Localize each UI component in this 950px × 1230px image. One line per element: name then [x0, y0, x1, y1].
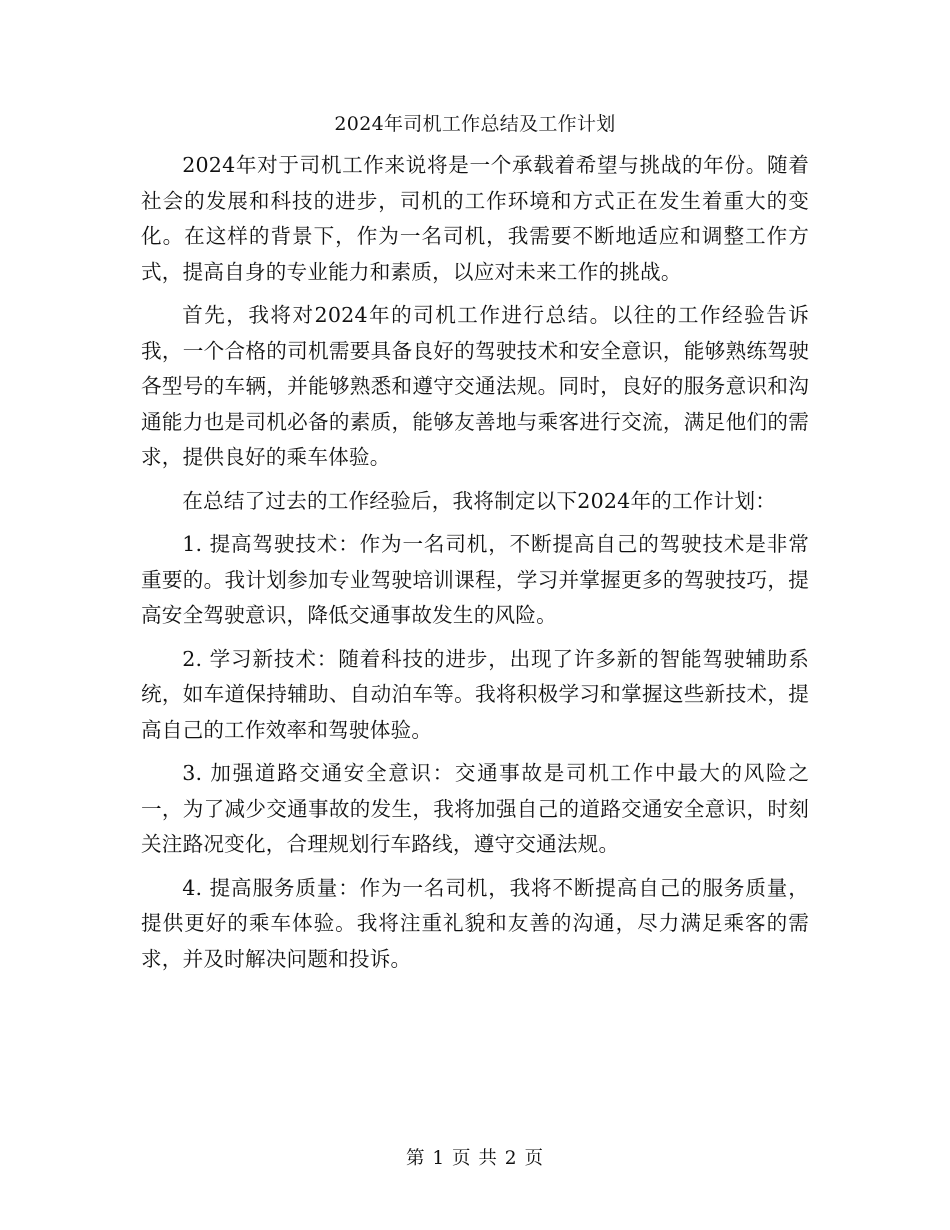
- document-body: [141, 148, 809, 985]
- document-title: 2024年司机工作总结及工作计划: [334, 113, 616, 135]
- paragraph-intro: 2024年对于司机工作来说将是一个承载着希望与挑战的年份。随着社会的发展和科技的进步，司机的工作环境和方式正在发生着重大的变化。在这样的背景下，作为一名司机，我需要不断地适应和调整工作方式，提高自身的专业能力和素质，以应对未来工作的挑战。: [141, 153, 809, 284]
- plan-item-3: 3. 加强道路交通安全意识：交通事故是司机工作中最大的风险之一，为了减少交通事故的发生，我将加强自己的道路交通安全意识，时刻关注路况变化，合理规划行车路线，遵守交通法规。: [141, 761, 809, 856]
- page-footer: 第 1 页 共 2 页: [406, 1148, 544, 1169]
- plan-item-2: 2. 学习新技术：随着科技的进步，出现了许多新的智能驾驶辅助系统，如车道保持辅助、自动泊车等。我将积极学习和掌握这些新技术，提高自己的工作效率和驾驶体验。: [141, 646, 809, 742]
- paragraph-summary: 首先，我将对2024年的司机工作进行总结。以往的工作经验告诉我，一个合格的司机需要具备良好的驾驶技术和安全意识，能够熟练驾驶各型号的车辆，并能够熟悉和遵守交通法规。同时，良好的服务意识和沟通能力也是司机必备的素质，能够友善地与乘客进行交流，满足他们的需求，提供良好的乘车体验。: [141, 303, 809, 469]
- paragraph-plan-intro: 在总结了过去的工作经验后，我将制定以下2024年的工作计划：: [182, 488, 777, 513]
- plan-item-4: 4. 提高服务质量：作为一名司机，我将不断提高自己的服务质量，提供更好的乘车体验。我将注重礼貌和友善的沟通，尽力满足乘客的需求，并及时解决问题和投诉。: [141, 875, 809, 971]
- plan-item-1: 1. 提高驾驶技术：作为一名司机，不断提高自己的驾驶技术是非常重要的。我计划参加专业驾驶培训课程，学习并掌握更多的驾驶技巧，提高安全驾驶意识，降低交通事故发生的风险。: [141, 532, 809, 627]
